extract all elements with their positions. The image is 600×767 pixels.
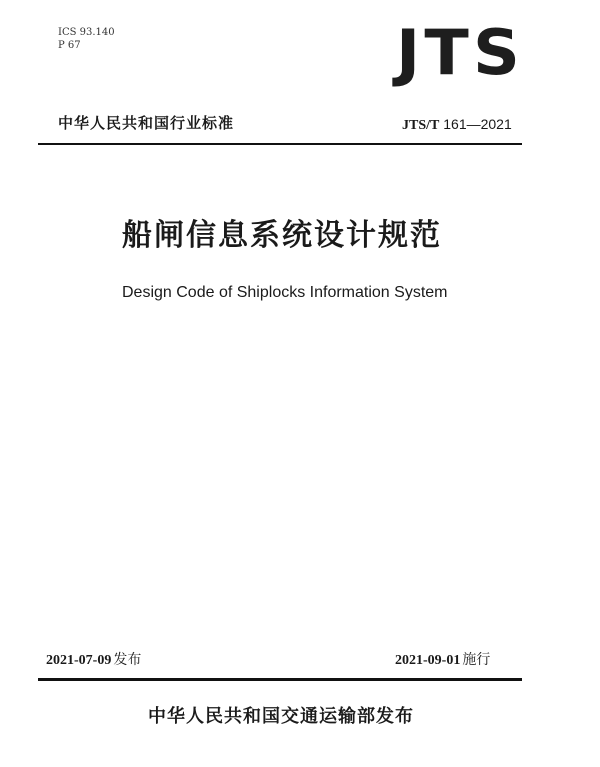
issue-date-value: 2021-07-09 [46, 653, 112, 668]
ics-code: ICS 93.140 [58, 27, 115, 38]
document-title-english: Design Code of Shiplocks Information System [122, 284, 448, 301]
document-title-chinese: 船闸信息系统设计规范 [122, 218, 442, 253]
top-divider [38, 143, 522, 145]
standard-code-number: 161—2021 [443, 116, 512, 132]
effective-date [395, 651, 490, 670]
bottom-divider [38, 678, 522, 681]
standard-type: 中华人民共和国行业标准 [58, 114, 235, 132]
standard-code [402, 115, 512, 135]
issue-date-label: 发布 [113, 652, 142, 668]
standard-code-prefix: JTS/T [402, 118, 440, 133]
effective-date-label: 施行 [462, 652, 491, 668]
issue-date [46, 651, 141, 670]
category-code: P 67 [58, 40, 81, 51]
classification-meta [58, 26, 115, 52]
effective-date-value: 2021-09-01 [395, 653, 461, 668]
issuing-authority: 中华人民共和国交通运输部发布 [148, 706, 414, 727]
jts-logo: JTS [396, 16, 525, 89]
